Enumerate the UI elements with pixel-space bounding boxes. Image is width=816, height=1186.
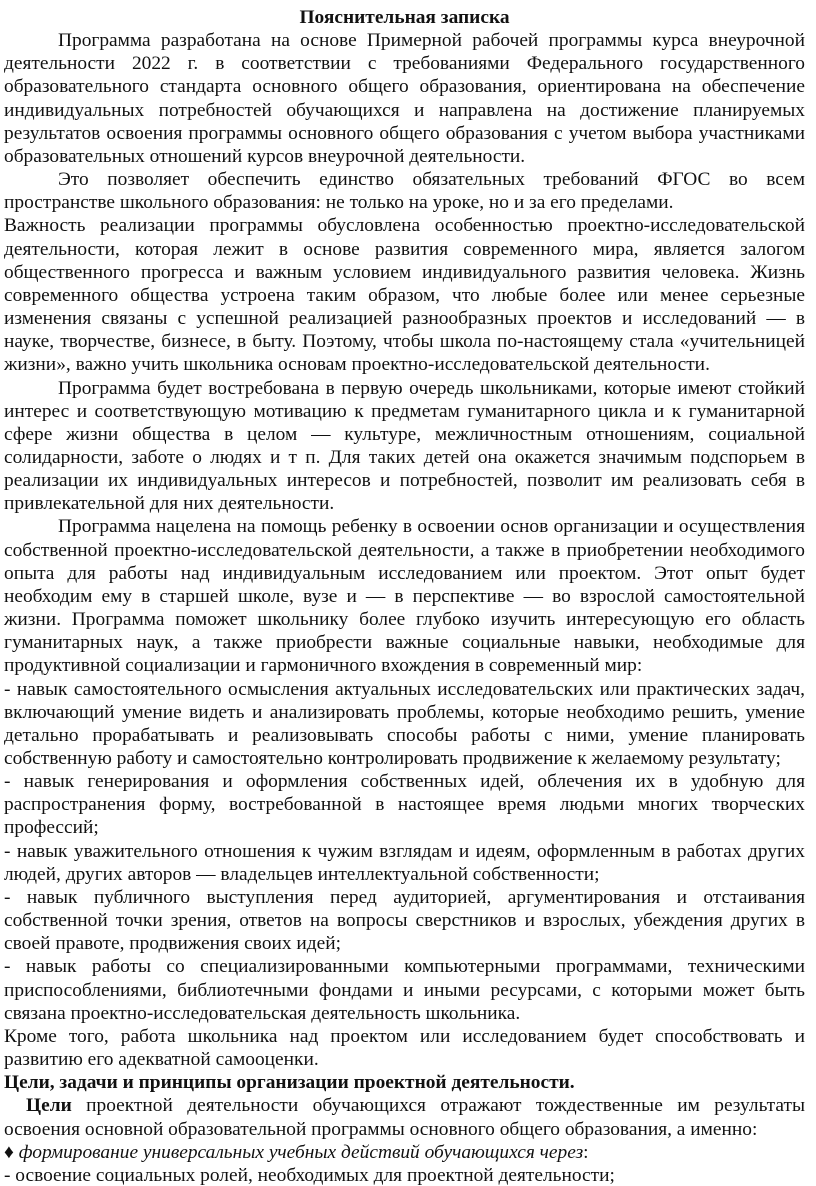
document-title: Пояснительная записка xyxy=(299,7,510,28)
section-heading: Цели, задачи и принципы организации проектной деятельности. xyxy=(4,1072,575,1094)
paragraph-self-esteem: Кроме того, работа школьника над проектом или исследованием будет способствовать и развитию его адекватной самооценки. xyxy=(4,1025,805,1071)
goals-bold-word: Цели xyxy=(26,1095,72,1117)
list-item-social-roles: - освоение социальных ролей, необходимых для проектной деятельности; xyxy=(4,1164,615,1186)
skill-item: - навык уважительного отношения к чужим взглядам и идеям, оформленным в работах других людей, других авторов — владельцев интеллектуальной собственности; xyxy=(4,840,805,885)
diamond-list-item xyxy=(4,1141,805,1164)
paragraph-goals xyxy=(4,1094,805,1140)
skill-item: - навык самостоятельного осмысления актуальных исследовательских или практических задач, включающий умение видеть и анализировать проблемы, которые необходимо решить, умение детально прорабатывать и реализовывать способы работы с ними, умение планировать собственную работу и самостоятельно контролировать продвижение к желаемому результату; xyxy=(4,678,805,769)
paragraph-program-basis: Программа разработана на основе Примерной рабочей программы курса внеурочной деятельности 2022 г. в соответствии с требованиями Федерального государственного образовательного стандарта основного общего образования, ориентирована на обеспечение индивидуальных потребностей обучающихся и направлена на достижение планируемых результатов освоения программы основного общего образования с учетом выбора участниками образовательных отношений курсов внеурочной деятельности. xyxy=(4,30,805,167)
skill-item: - навык генерирования и оформления собственных идей, облечения их в удобную для распространения форму, востребованной в настоящее время людьми многих творческих профессий; xyxy=(4,771,805,839)
skill-item: - навык публичного выступления перед аудиторией, аргументирования и отстаивания собственной точки зрения, ответов на вопросы сверстников и взрослых, убеждения других в своей правоте, продвижения своих идей; xyxy=(4,886,805,955)
paragraph-aims: Программа нацелена на помощь ребенку в освоении основ организации и осуществления собственной проектно-исследовательской деятельности, а также в приобретении необходимого опыта для работы над индивидуальным исследованием или проектом. Этот опыт будет необходим ему в старшей школе, вузе и — в перспективе — во взрослой самостоятельной жизни. Программа поможет школьнику более глубоко изучить интересующую его область гуманитарных наук, а также приобрести важные социальные навыки, необходимые для продуктивной социализации и гармоничного вхождения в современный мир: xyxy=(4,516,805,677)
paragraph-unity: Это позволяет обеспечить единство обязательных требований ФГОС во всем пространстве школьного образования: не только на уроке, но и за его пределами. xyxy=(4,169,805,214)
goals-text: проектной деятельности обучающихся отражают тождественные им результаты освоения основной образовательной программы основного общего образования, а именно: xyxy=(4,1095,805,1140)
diamond-item-tail: : xyxy=(583,1141,589,1163)
skill-item: - навык работы со специализированными компьютерными программами, техническими приспособлениями, библиотечными фондами и иными ресурсами, с которыми может быть связана проектно-исследовательская деятельность школьника. xyxy=(4,956,805,1024)
document-page xyxy=(4,6,805,1186)
diamond-item-text: формирование универсальных учебных действий обучающихся через xyxy=(13,1141,584,1163)
paragraph-importance: Важность реализации программы обусловлена особенностью проектно-исследовательской деятельности, которая лежит в основе развития современного мира, является залогом общественного прогресса и важным условием индивидуального развития человека. Жизнь современного общества устроена таким образом, что любые более или менее серьезные изменения связаны с успешной реализацией разнообразных проектов и исследований — в науке, творчестве, бизнесе, в быту. Поэтому, чтобы школа по-настоящему стала «учительницей жизни», важно учить школьника основам проектно-исследовательской деятельности. xyxy=(4,215,805,376)
diamond-bullet-icon: ♦ xyxy=(4,1141,14,1163)
paragraph-demand: Программа будет востребована в первую очередь школьниками, которые имеют стойкий интерес и соответствующую мотивацию к предметам гуманитарного цикла и к гуманитарной сфере жизни общества в целом — культуре, межличностным отношениям, социальной солидарности, заботе о людях и т п. Для таких детей она окажется значимым подспорьем в реализации их индивидуальных интересов и потребностей, позволит им реализовать себя в привлекательной для них деятельности. xyxy=(4,377,805,515)
